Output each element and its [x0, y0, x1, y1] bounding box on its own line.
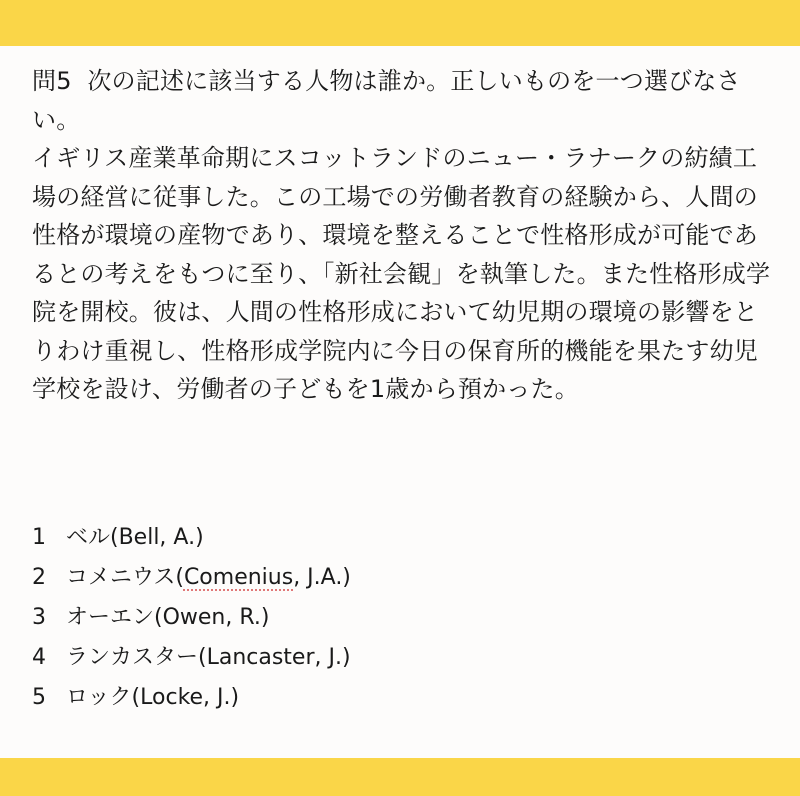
option-number: 5 [32, 685, 46, 710]
bottom-yellow-band [0, 758, 800, 796]
option-label: ランカスター(Lancaster, J.) [66, 645, 351, 670]
option-5[interactable] [32, 678, 732, 718]
question-text [32, 62, 772, 409]
option-number: 2 [32, 565, 46, 590]
question-prompt: 次の記述に該当する人物は誰か。正しいものを一つ選びなさい。 [32, 67, 741, 134]
option-number: 3 [32, 605, 46, 630]
question-number: 問5 [32, 67, 72, 95]
option-number: 1 [32, 525, 46, 550]
option-3[interactable] [32, 598, 732, 638]
spellcheck-flagged-word: Comenius [183, 565, 294, 590]
option-label: オーエン(Owen, R.) [66, 605, 270, 630]
answer-options [32, 518, 732, 718]
question-block [32, 62, 772, 409]
question-description: イギリス産業革命期にスコットランドのニュー・ラナークの紡績工場の経営に従事した。この工場での労働者教育の経験から、人間の性格が環境の産物であり、環境を整えることで性格形成が可能であるとの考えをもつに至り、「新社会観」を執筆した。また性格形成学院を開校。彼は、人間の性格形成において幼児期の環境の影響をとりわけ重視し、性格形成学院内に今日の保育所的機能を果たす幼児学校を設け、労働者の子どもを1歳から預かった。 [32, 144, 771, 403]
option-label: ベル(Bell, A.) [66, 525, 204, 550]
option-number: 4 [32, 645, 46, 670]
option-1[interactable] [32, 518, 732, 558]
option-label: ロック(Locke, J.) [66, 685, 240, 710]
option-2[interactable] [32, 558, 732, 598]
top-yellow-band [0, 0, 800, 46]
option-4[interactable] [32, 638, 732, 678]
option-label-prefix: コメニウス( [66, 565, 184, 590]
option-label-suffix: , J.A.) [293, 565, 351, 590]
